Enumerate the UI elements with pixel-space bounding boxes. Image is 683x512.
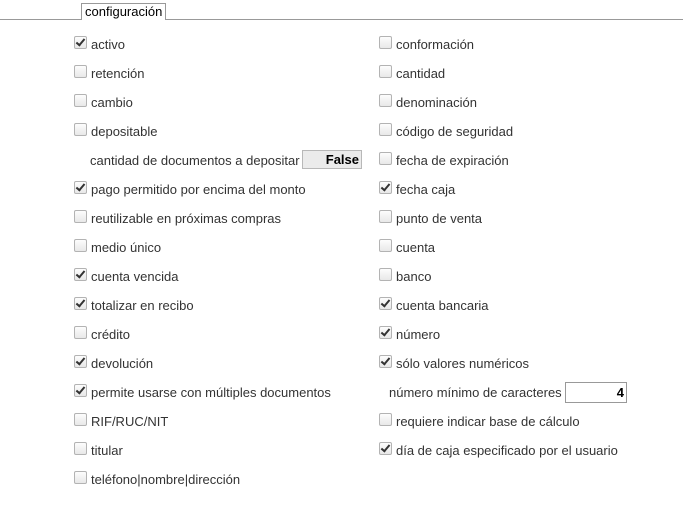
option-cuenta-bancaria xyxy=(379,291,618,320)
option-label: permite usarse con múltiples documentos xyxy=(91,385,331,400)
option-dia-caja xyxy=(379,436,618,465)
checkbox-pago-permitido[interactable] xyxy=(74,181,87,194)
option-numero xyxy=(379,320,618,349)
numero-minimo-input[interactable]: 4 xyxy=(565,382,627,403)
option-label: punto de venta xyxy=(396,211,483,226)
checkbox-depositable[interactable] xyxy=(74,123,87,136)
option-label: titular xyxy=(91,443,123,458)
checkbox-conformacion[interactable] xyxy=(379,36,392,49)
option-label: cuenta xyxy=(396,240,436,255)
option-label: RIF/RUC/NIT xyxy=(91,414,169,429)
option-label: requiere indicar base de cálculo xyxy=(396,414,580,429)
field-label: número mínimo de caracteres xyxy=(389,385,562,400)
option-cuenta xyxy=(379,233,618,262)
checkbox-titular[interactable] xyxy=(74,442,87,455)
tab-configuracion[interactable]: configuración xyxy=(81,3,166,20)
option-label: pago permitido por encima del monto xyxy=(91,182,306,197)
option-medio-unico xyxy=(74,233,331,262)
option-label: teléfono|nombre|dirección xyxy=(91,472,241,487)
checkbox-fecha-caja[interactable] xyxy=(379,181,392,194)
checkbox-fecha-expiracion[interactable] xyxy=(379,152,392,165)
option-fecha-caja xyxy=(379,175,618,204)
checkbox-banco[interactable] xyxy=(379,268,392,281)
option-base-calculo xyxy=(379,407,618,436)
checkbox-activo[interactable] xyxy=(74,36,87,49)
checkbox-multiples-documentos[interactable] xyxy=(74,384,87,397)
field-label: cantidad de documentos a depositar xyxy=(90,153,300,168)
checkbox-devolucion[interactable] xyxy=(74,355,87,368)
option-label: día de caja especificado por el usuario xyxy=(396,443,618,458)
option-reutilizable xyxy=(74,204,331,233)
checkbox-credito[interactable] xyxy=(74,326,87,339)
option-label: cuenta vencida xyxy=(91,269,179,284)
option-label: banco xyxy=(396,269,432,284)
checkbox-medio-unico[interactable] xyxy=(74,239,87,252)
option-label: depositable xyxy=(91,124,158,139)
checkbox-cambio[interactable] xyxy=(74,94,87,107)
cantidad-documentos-value[interactable]: False xyxy=(302,150,362,169)
option-cambio xyxy=(74,88,331,117)
option-label: fecha caja xyxy=(396,182,456,197)
checkbox-cantidad[interactable] xyxy=(379,65,392,78)
option-label: activo xyxy=(91,37,125,52)
option-pago-permitido xyxy=(74,175,331,204)
option-credito xyxy=(74,320,331,349)
option-label: conformación xyxy=(396,37,475,52)
option-titular xyxy=(74,436,331,465)
field-cantidad-documentos xyxy=(74,146,359,175)
tab-bar xyxy=(0,0,683,20)
option-solo-numericos xyxy=(379,349,618,378)
option-label: devolución xyxy=(91,356,154,371)
option-totalizar xyxy=(74,291,331,320)
option-retencion xyxy=(74,59,331,88)
option-label: fecha de expiración xyxy=(396,153,509,168)
option-cuenta-vencida xyxy=(74,262,331,291)
checkbox-punto-venta[interactable] xyxy=(379,210,392,223)
option-conformacion xyxy=(379,30,618,59)
option-rif xyxy=(74,407,331,436)
checkbox-cuenta-vencida[interactable] xyxy=(74,268,87,281)
option-fecha-expiracion xyxy=(379,146,618,175)
option-label: retención xyxy=(91,66,145,81)
checkbox-numero[interactable] xyxy=(379,326,392,339)
option-depositable xyxy=(74,117,331,146)
right-options-column xyxy=(379,30,624,465)
option-codigo-seguridad xyxy=(379,117,618,146)
option-denominacion xyxy=(379,88,618,117)
checkbox-retencion[interactable] xyxy=(74,65,87,78)
option-label: denominación xyxy=(396,95,477,110)
option-label: crédito xyxy=(91,327,131,342)
checkbox-reutilizable[interactable] xyxy=(74,210,87,223)
option-label: cambio xyxy=(91,95,133,110)
option-label: sólo valores numéricos xyxy=(396,356,529,371)
option-banco xyxy=(379,262,618,291)
checkbox-base-calculo[interactable] xyxy=(379,413,392,426)
checkbox-telefono[interactable] xyxy=(74,471,87,484)
option-punto-venta xyxy=(379,204,618,233)
option-label: medio único xyxy=(91,240,162,255)
field-numero-minimo xyxy=(379,378,624,407)
option-label: código de seguridad xyxy=(396,124,514,139)
checkbox-solo-numericos[interactable] xyxy=(379,355,392,368)
option-label: número xyxy=(396,327,441,342)
checkbox-cuenta-bancaria[interactable] xyxy=(379,297,392,310)
option-activo xyxy=(74,30,331,59)
option-label: cantidad xyxy=(396,66,446,81)
option-telefono xyxy=(74,465,331,494)
checkbox-codigo-seguridad[interactable] xyxy=(379,123,392,136)
checkbox-rif[interactable] xyxy=(74,413,87,426)
option-cantidad xyxy=(379,59,618,88)
option-devolucion xyxy=(74,349,331,378)
checkbox-totalizar[interactable] xyxy=(74,297,87,310)
option-label: totalizar en recibo xyxy=(91,298,194,313)
checkbox-denominacion[interactable] xyxy=(379,94,392,107)
option-label: reutilizable en próximas compras xyxy=(91,211,282,226)
option-label: cuenta bancaria xyxy=(396,298,489,313)
left-options-column xyxy=(74,30,359,494)
checkbox-cuenta[interactable] xyxy=(379,239,392,252)
checkbox-dia-caja[interactable] xyxy=(379,442,392,455)
option-multiples-documentos xyxy=(74,378,331,407)
